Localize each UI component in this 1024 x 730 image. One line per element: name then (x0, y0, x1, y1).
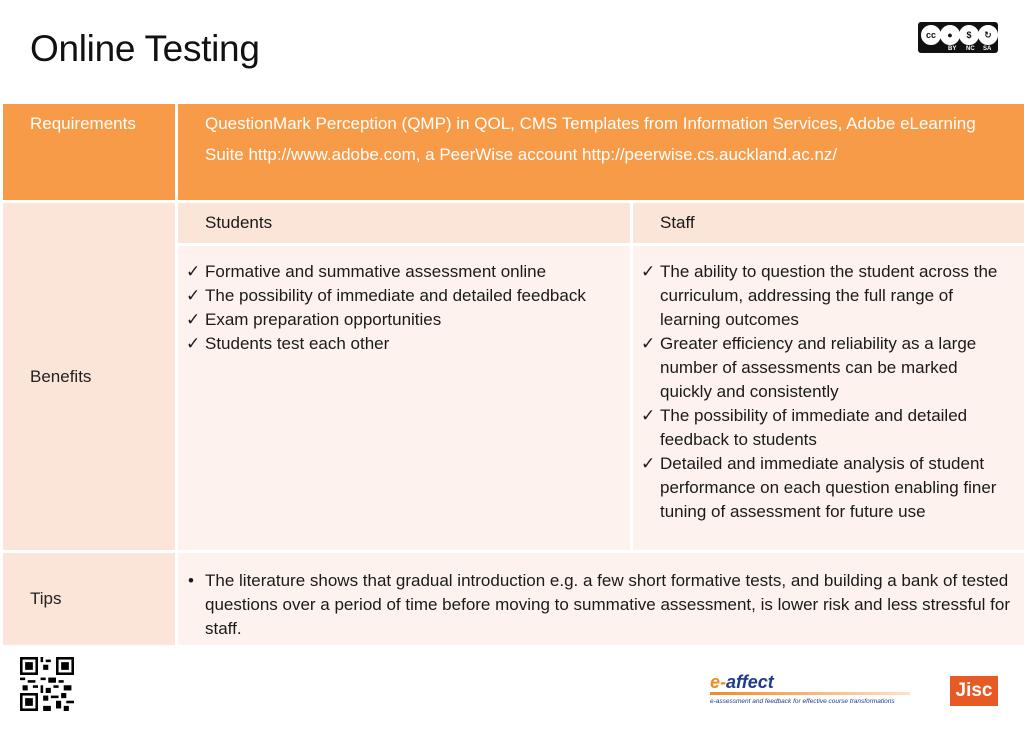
nc-label: NC (966, 46, 975, 52)
by-label: BY (948, 46, 957, 52)
eaffect-underline (710, 692, 910, 695)
by-icon: ● (940, 25, 960, 45)
list-item: ✓ Detailed and immediate analysis of student performance on each question enabling finer tuning of assessment for future use (638, 452, 1014, 524)
jisc-logo: Jisc (950, 676, 998, 706)
list-item: • The literature shows that gradual introduction e.g. a few short formative tests, and building a bank of tested questions over a period of time before moving to summative assessment, is lower risk and less stressful for staff. (183, 569, 1014, 641)
tips-row (2, 552, 1024, 647)
benefits-label: Benefits (2, 202, 177, 552)
staff-list (638, 260, 1014, 524)
list-item: ✓ Greater efficiency and reliability as a large number of assessments can be marked quickly and consistently (638, 332, 1014, 404)
students-heading: Students (177, 202, 632, 245)
benefits-head-row (2, 202, 1024, 245)
eaffect-name: affect (726, 672, 774, 692)
eaffect-tagline: e-assessment and feedback for effective course transformations (710, 698, 895, 705)
requirements-label: Requirements (2, 103, 177, 202)
list-item: ✓ The possibility of immediate and detailed feedback to students (638, 404, 1014, 452)
tips-list (183, 569, 1014, 641)
cc-icon: cc (921, 25, 941, 45)
page-title: Online Testing (30, 28, 260, 69)
students-list (183, 260, 620, 356)
content-table (0, 101, 1024, 648)
eaffect-prefix: e- (710, 672, 727, 692)
list-item: ✓ Exam preparation opportunities (183, 308, 620, 332)
students-list-cell (177, 245, 632, 552)
tips-cell (177, 552, 1024, 647)
tips-label: Tips (2, 552, 177, 647)
staff-heading: Staff (632, 202, 1024, 245)
sa-label: SA (983, 46, 992, 52)
list-item: ✓ Students test each other (183, 332, 620, 356)
requirements-row (2, 103, 1024, 202)
license-badge (918, 22, 998, 53)
qr-code-icon (20, 657, 74, 711)
staff-list-cell (632, 245, 1024, 552)
requirements-text: QuestionMark Perception (QMP) in QOL, CMS Templates from Information Services, Adobe eLearning Suite http://www.adobe.com, a PeerWise account http://peerwise.cs.auckland.ac.nz/ (177, 103, 1024, 202)
list-item: ✓ Formative and summative assessment online (183, 260, 620, 284)
eaffect-logo (710, 672, 932, 712)
nc-icon: $ (959, 25, 979, 45)
list-item: ✓ The ability to question the student across the curriculum, addressing the full range of learning outcomes (638, 260, 1014, 332)
sa-icon: ↻ (978, 25, 998, 45)
list-item: ✓ The possibility of immediate and detailed feedback (183, 284, 620, 308)
